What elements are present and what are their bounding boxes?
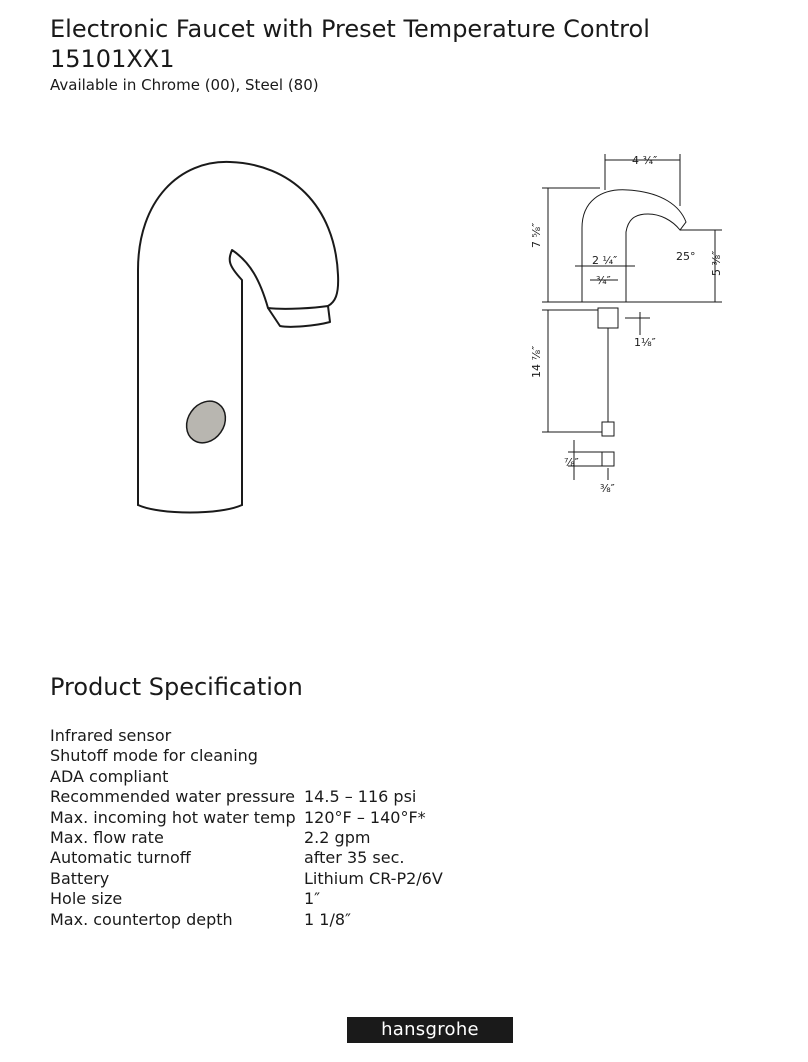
spec-heading: Product Specification: [50, 673, 303, 701]
spec-value: 1″: [304, 889, 321, 909]
spec-value: 2.2 gpm: [304, 828, 371, 848]
faucet-illustration: [120, 150, 360, 520]
spec-row: [50, 787, 443, 807]
spec-row: [50, 726, 443, 746]
spec-row: [50, 848, 443, 868]
dim-total-height: 7 ⅝″: [530, 222, 543, 248]
dim-base-inner: ¾″: [596, 274, 611, 287]
spec-value: [304, 746, 443, 766]
spec-label: Shutoff mode for cleaning: [50, 746, 258, 766]
spec-row: [50, 767, 443, 787]
brand-logo: hansgrohe: [347, 1017, 513, 1043]
availability-note: Available in Chrome (00), Steel (80): [50, 76, 319, 94]
faucet-spout-inner: [230, 250, 268, 505]
spec-label: ADA compliant: [50, 766, 169, 786]
infrared-sensor-icon: [179, 394, 234, 451]
spec-row: [50, 869, 443, 889]
dimension-drawing: [530, 150, 740, 500]
spec-value: [304, 726, 443, 746]
model-number: 15101XX1: [50, 45, 175, 73]
spec-row: [50, 889, 443, 909]
hose-fitting: [602, 422, 614, 436]
connector: [602, 452, 614, 466]
spec-row: [50, 828, 443, 848]
spec-value: 14.5 – 116 psi: [304, 787, 417, 807]
spec-row: [50, 808, 443, 828]
dim-hose-length: 14 ⅞″: [530, 345, 543, 378]
shank: [598, 308, 618, 328]
spec-value: Lithium CR-P2/6V: [304, 868, 443, 888]
dim-spout-height: 5 ⅜″: [710, 250, 723, 276]
dim-connector-thread: ⅜″: [600, 482, 615, 495]
spec-label: Max. countertop depth: [50, 909, 233, 929]
spec-value: 120°F – 140°F*: [304, 807, 426, 827]
dim-counter: 1⅛″: [634, 336, 656, 349]
dim-connector-height: ⅞″: [564, 456, 579, 469]
spec-label: Recommended water pressure: [50, 787, 296, 807]
product-title: Electronic Faucet with Preset Temperature Control: [50, 15, 650, 43]
spec-row: [50, 910, 443, 930]
dim-top-width: 4 ¾″: [632, 154, 658, 167]
spec-label: Hole size: [50, 889, 123, 909]
spec-label: Max. incoming hot water temp: [50, 807, 296, 827]
spec-label: Battery: [50, 868, 110, 888]
dim-base-width: 2 ¼″: [592, 254, 618, 267]
spec-value: 1 1/8″: [304, 909, 351, 929]
spec-label: Max. flow rate: [50, 828, 164, 848]
faucet-aerator: [268, 306, 330, 327]
spec-label: Infrared sensor: [50, 726, 172, 745]
spec-value: [304, 767, 443, 787]
spec-value: after 35 sec.: [304, 848, 405, 868]
dim-angle: 25°: [676, 250, 696, 263]
faucet-body-outline: [138, 162, 338, 505]
spec-label: Automatic turnoff: [50, 848, 191, 868]
spec-row: [50, 746, 443, 766]
spec-table: [50, 726, 443, 930]
